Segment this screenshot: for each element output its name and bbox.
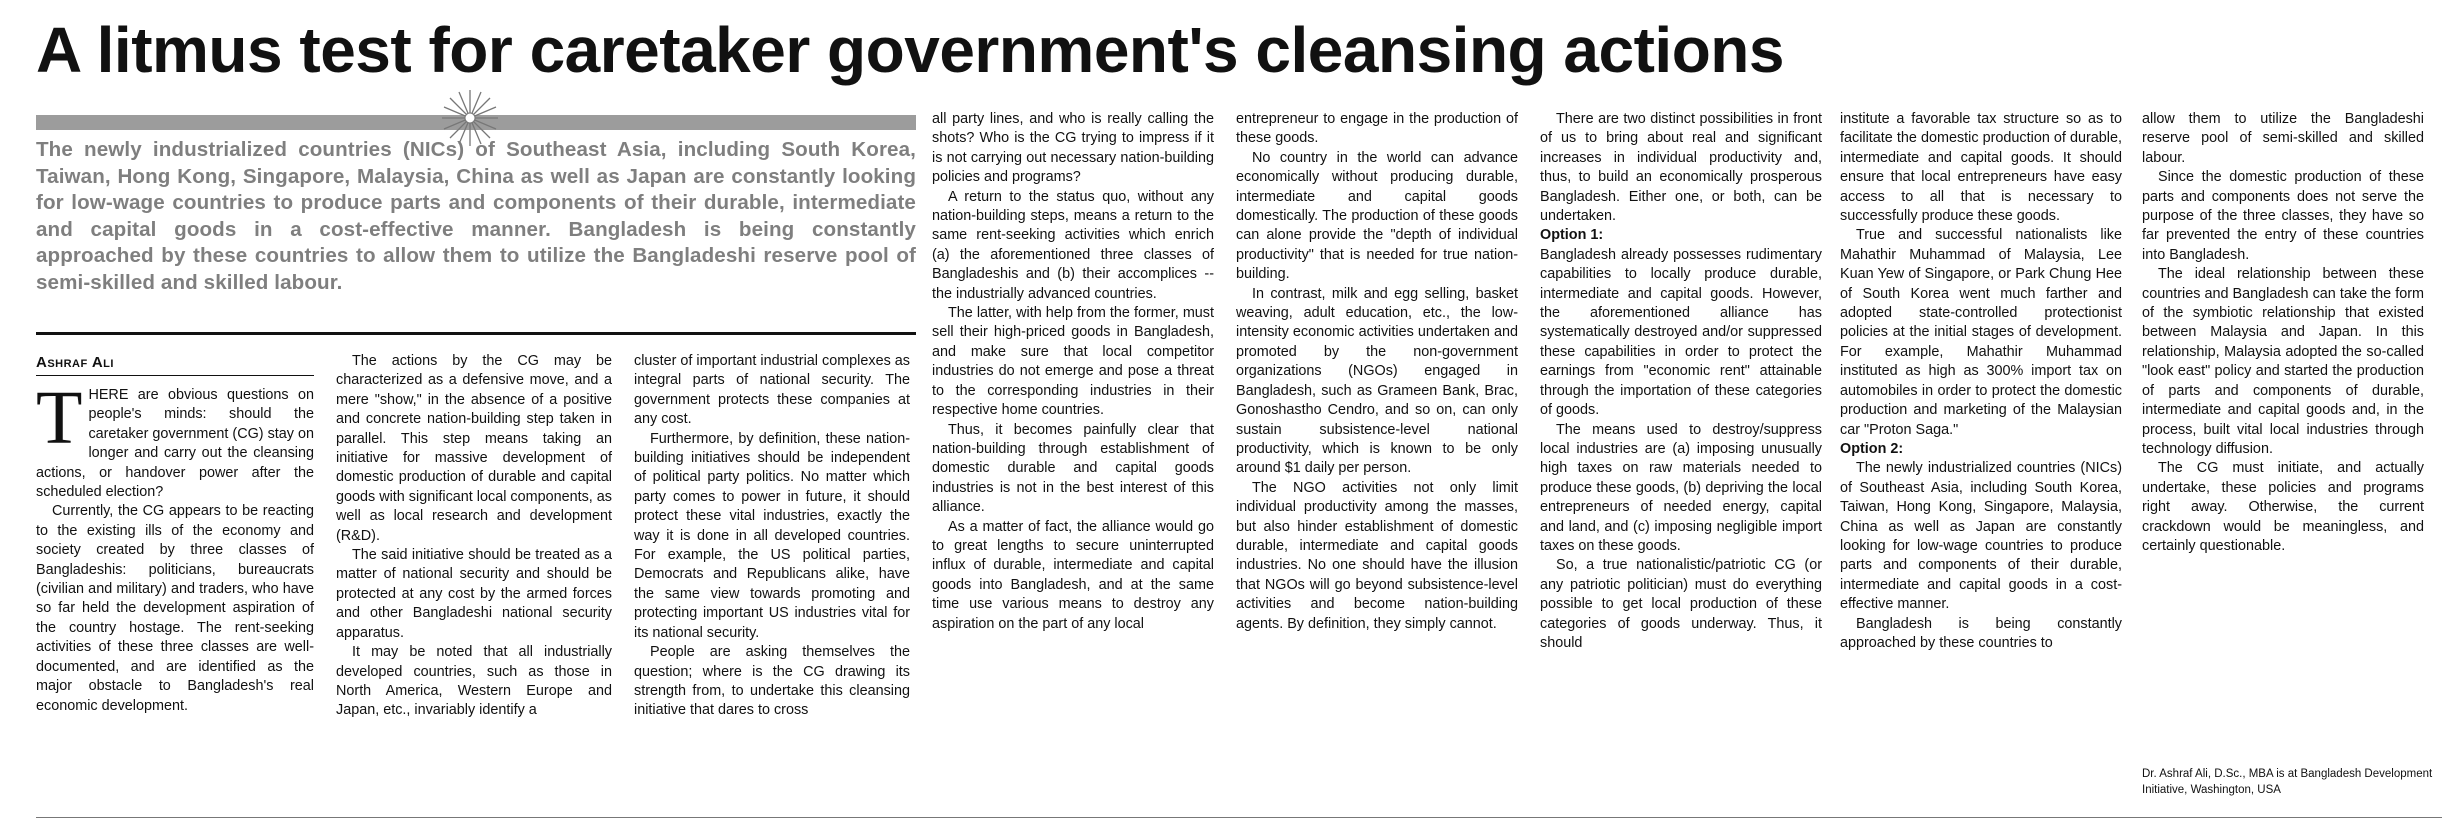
paragraph: The newly industrialized countries (NICs) of Southeast Asia, including South Korea, Taiwan, Hong Kong, Singapore, Malaysia, China as well as Japan are constantly looking for low-wage countries to produce parts and components of their durable, intermediate and capital goods in a cost-effective manner. [1840, 460, 2122, 613]
paragraph: The NGO activities not only limit individual productivity among the masses, but also hinder establishment of domestic durable, intermediate and capital goods industries. No one should have the illusion that NGOs will go beyond subsistence-level activities and become nation-building agents. By definition, they simply cannot. [1236, 479, 1518, 632]
paragraph: It may be noted that all industrially developed countries, such as those in North America, Western Europe and Japan, etc., invariably identify a [336, 644, 612, 719]
column-2 [336, 352, 612, 721]
paragraph: allow them to utilize the Bangladeshi reserve pool of semi-skilled and skilled labour. [2142, 111, 2424, 166]
column-7 [1840, 110, 2122, 653]
bottom-rule [36, 817, 2442, 818]
deck-summary: The newly industrialized countries (NICs) of Southeast Asia, including South Korea, Taiwan, Hong Kong, Singapore, Malaysia, China as well as Japan are constantly looking for low-wage countries to produce parts and components of their durable, intermediate and capital goods in a cost-effective manner. Bangladesh is being constantly approached by these countries to allow them to utilize the Bangladeshi reserve pool of semi-skilled and skilled labour. [36, 138, 916, 294]
column-5 [1236, 110, 1518, 634]
section-heading: Option 2: [1840, 440, 1904, 457]
paragraph: There are two distinct possibilities in front of us to bring about real and significant increases in individual productivity and, thus, to build an economically prosperous Bangladesh. Either one, or both, can be undertaken. [1540, 111, 1822, 225]
paragraph: Currently, the CG appears to be reacting to the existing ills of the economy and society created by three classes of Bangladeshis: politicians, bureaucrats (civilian and military) and traders, who have so far held the development aspiration of the country hostage. The rent-seeking activities of these three classes are well-documented, and are identified as the major obstacle to Bangladesh's real economic development. [36, 503, 314, 714]
paragraph: Thus, it becomes painfully clear that nation-building through establishment of domestic durable and capital goods industries is not in the best interest of this alliance. [932, 421, 1214, 516]
paragraph: Since the domestic production of these parts and components does not serve the purpose of the three classes, they have so far prevented the entry of these countries into Bangladesh. [2142, 169, 2424, 263]
byline: Ashraf Ali [36, 354, 314, 376]
paragraph: THERE are obvious questions on people's minds: should the caretaker government (CG) stay on longer and carry out the cleansing actions, or handover power after the scheduled election? [36, 376, 314, 501]
paragraph: institute a favorable tax structure so as to facilitate the domestic production of durable, intermediate and capital goods. It should ensure that local entrepreneurs have easy access to all that is necessary to successfully produce these goods. [1840, 111, 2122, 225]
column-4 [932, 110, 1214, 634]
column-1 [36, 376, 314, 716]
section-heading: Option 1: [1540, 227, 1604, 244]
paragraph: People are asking themselves the question; where is the CG drawing its strength from, to undertake this cleansing initiative that dares to cross [634, 644, 910, 719]
paragraph: cluster of important industrial complexes as integral parts of national security. The government protects these companies at any cost. [634, 353, 910, 428]
paragraph: The CG must initiate, and actually undertake, these policies and programs right away. Otherwise, the current crackdown would be meaningless, and certainly questionable. [2142, 460, 2424, 554]
paragraph: Bangladesh already possesses rudimentary capabilities to locally produce durable, intermediate and capital goods. However, the aforementioned alliance has systematically destroyed and/or suppressed these capabilities in order to protect the earnings from "economic rent" attainable through the importation of these categories of goods. [1540, 246, 1822, 419]
paragraph: Bangladesh is being constantly approached by these countries to [1840, 615, 2122, 651]
paragraph: all party lines, and who is really calling the shots? Who is the CG trying to impress if it is not carrying out necessary nation-building policies and programs? [932, 111, 1214, 186]
paragraph: As a matter of fact, the alliance would go to great lengths to secure uninterrupted influx of durable, intermediate and capital goods into Bangladesh, and at the same time use various means to destroy any aspiration on the part of any local [932, 518, 1214, 632]
paragraph: True and successful nationalists like Mahathir Muhammad of Malaysia, Lee Kuan Yew of Singapore, or Park Chung Hee of South Korea went much farther and adopted state-controlled protectionist policies at the initial stages of development. For example, Mahathir Muhammad instituted as high as 300% import tax on automobiles in order to protect the domestic production and marketing of the Malaysian car "Proton Saga." [1840, 227, 2122, 438]
drop-cap: T [36, 376, 83, 460]
paragraph: entrepreneur to engage in the production of these goods. [1236, 111, 1518, 147]
paragraph: The actions by the CG may be characterized as a defensive move, and a mere "show," in the absence of a positive and concrete nation-building step taken in parallel. This step means taking an initiative for massive development of domestic production of durable and capital goods with significant local components, as well as local research and development (R&D). [336, 353, 612, 544]
paragraph: The latter, with help from the former, must sell their high-priced goods in Bangladesh, and make sure that local competitor industries do not emerge and pose a threat to the corresponding industries in their respective home countries. [932, 305, 1214, 419]
paragraph: The ideal relationship between these countries and Bangladesh can take the form of the symbiotic relationship that existed between Malaysia and Japan. In this relationship, Malaysia adopted the so-called "look east" policy and started the production of parts and components of durable, intermediate and capital goods and, in the process, built vital local industries through technology diffusion. [2142, 266, 2424, 457]
paragraph: The means used to destroy/suppress local industries are (a) imposing unusually high taxes on raw materials needed to produce these goods, (b) depriving the local entrepreneurs of needed energy, capital and land, and (c) imposing negligible import taxes on these goods. [1540, 421, 1822, 554]
author-note: Dr. Ashraf Ali, D.Sc., MBA is at Bangladesh Development Initiative, Washington, USA [2142, 768, 2433, 796]
column-6 [1540, 110, 1822, 653]
paragraph: So, a true nationalistic/patriotic CG (or any patriotic politician) must do everything possible to get local production of these categories of goods underway. Thus, it should [1540, 557, 1822, 651]
paragraph: In contrast, milk and egg selling, basket weaving, adult education, etc., the low-intensity economic activities undertaken and promoted by the non-government organizations (NGOs) engaged in Bangladesh, such as Grameen Bank, Brac, Gonoshastho Cendro, and so on, can only sustain subsistence-level national productivity, which is known to be only around $1 daily per person. [1236, 285, 1518, 477]
column-8 [2142, 110, 2424, 556]
headline: A litmus test for caretaker government's cleansing actions [36, 14, 1784, 86]
deck-bottom-rule [36, 332, 916, 335]
paragraph: The said initiative should be treated as a matter of national security and should be protected at any cost by the armed forces and other Bangladeshi national security apparatus. [336, 547, 612, 641]
column-3 [634, 352, 910, 721]
paragraph: No country in the world can advance economically without producing durable, intermediate and capital goods domestically. The production of these goods can alone provide the "depth of individual productivity" that is needed for true nation-building. [1236, 149, 1518, 283]
paragraph: A return to the status quo, without any nation-building steps, means a return to the same rent-seeking activities which enrich (a) the aforementioned three classes of Bangladeshis and (b) their accomplices -- the industrially advanced countries. [932, 188, 1214, 302]
paragraph: Furthermore, by definition, these nation-building initiatives should be independent of political party politics. No matter which party comes to power in future, it should protect these vital industries, exactly the way it is done in all developed countries. For example, the US political parties, Democrats and Republicans alike, have the same view towards promoting and protecting important US industries vital for its national security. [634, 430, 910, 641]
